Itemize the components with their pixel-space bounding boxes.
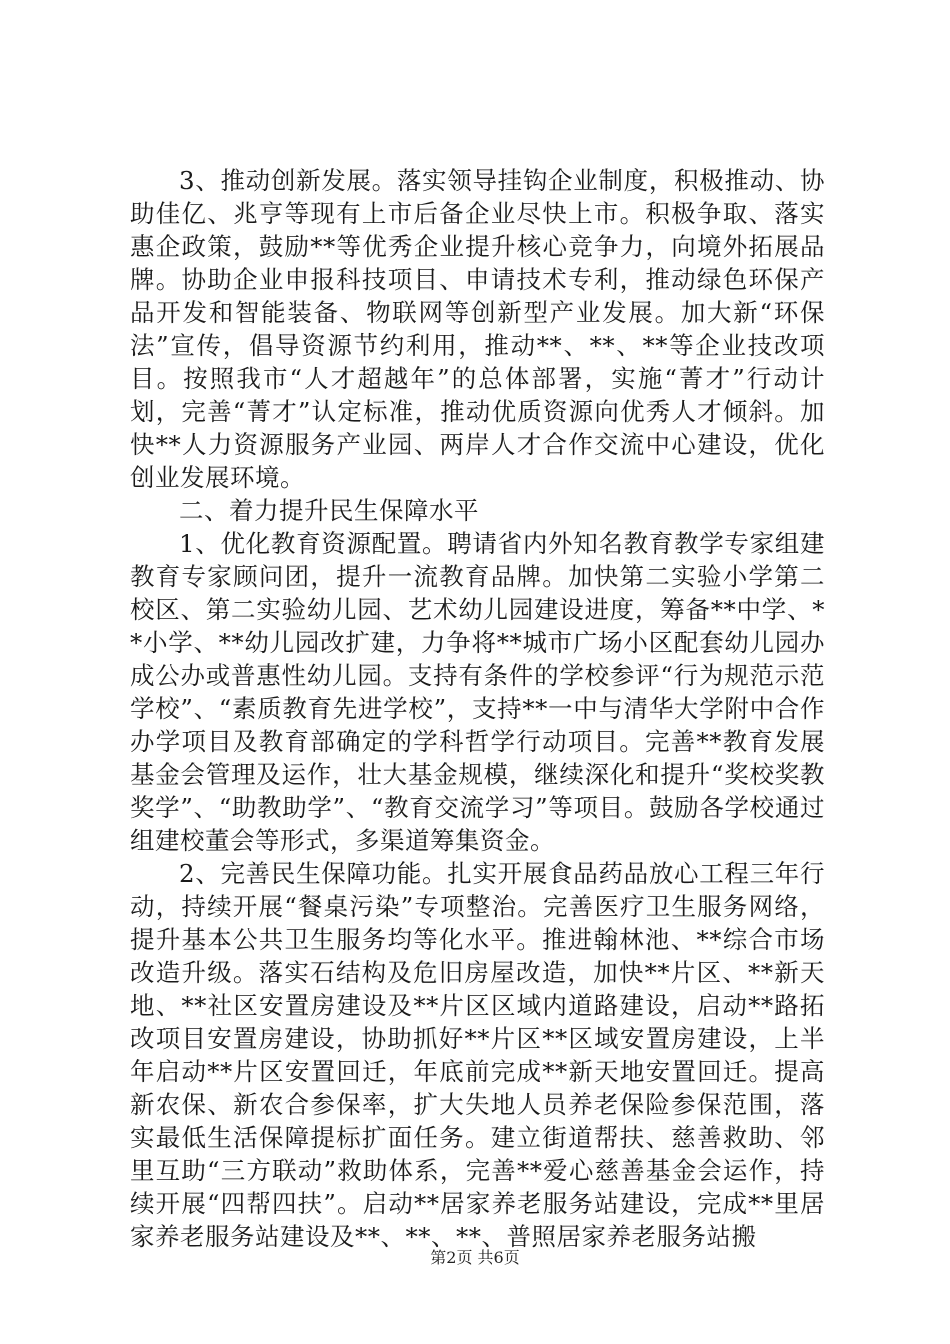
- paragraph-innovation: 3、推动创新发展。落实领导挂钩企业制度，积极推动、协助佳亿、兆亨等现有上市后备企业尽快上市。积极争取、落实惠企政策，鼓励**等优秀企业提升核心竞争力，向境外拓展品牌。协助企业申报科技项目、申请技术专利，推动绿色环保产品开发和智能装备、物联网等创新型产业发展。加大新“环保法”宣传，倡导资源节约利用，推动**、**、**等企业技改项目。按照我市“人才超越年”的总体部署，实施“菁才”行动计划，完善“菁才”认定标准，推动优质资源向优秀人才倾斜。加快**人力资源服务产业园、两岸人才合作交流中心建设，优化创业发展环境。: [130, 166, 825, 492]
- paragraph-education: 1、优化教育资源配置。聘请省内外知名教育教学专家组建教育专家顾问团，提升一流教育品牌。加快第二实验小学第二校区、第二实验幼儿园、艺术幼儿园建设进度，筹备**中学、**小学、**幼儿园改扩建，力争将**城市广场小区配套幼儿园办成公办或普惠性幼儿园。支持有条件的学校参评“行为规范示范学校”、“素质教育先进学校”，支持**一中与清华大学附中合作办学项目及教育部确定的学科哲学行动项目。完善**教育发展基金会管理及运作，壮大基金规模，继续深化和提升“奖校奖教奖学”、“助教助学”、“教育交流学习”等项目。鼓励各学校通过组建校董会等形式，多渠道筹集资金。: [130, 529, 825, 855]
- document-body: [130, 164, 825, 1253]
- paragraph-welfare: 2、完善民生保障功能。扎实开展食品药品放心工程三年行动，持续开展“餐桌污染”专项整治。完善医疗卫生服务网络，提升基本公共卫生服务均等化水平。推进翰林池、**综合市场改造升级。落实石结构及危旧房屋改造，加快**片区、**新天地、**社区安置房建设及**片区区域内道路建设，启动**路拓改项目安置房建设，协助抓好**片区**区域安置房建设，上半年启动**片区安置回迁，年底前完成**新天地安置回迁。提高新农保、新农合参保率，扩大失地人员养老保险参保范围，落实最低生活保障提标扩面任务。建立街道帮扶、慈善救助、邻里互助“三方联动”救助体系，完善**爱心慈善基金会运作，持续开展“四帮四扶”。启动**居家养老服务站建设，完成**里居家养老服务站建设及**、**、**、普照居家养老服务站搬: [130, 859, 825, 1251]
- page-number-footer: 第2页 共6页: [430, 1248, 520, 1267]
- section-heading-livelihood: 二、着力提升民生保障水平: [179, 496, 479, 525]
